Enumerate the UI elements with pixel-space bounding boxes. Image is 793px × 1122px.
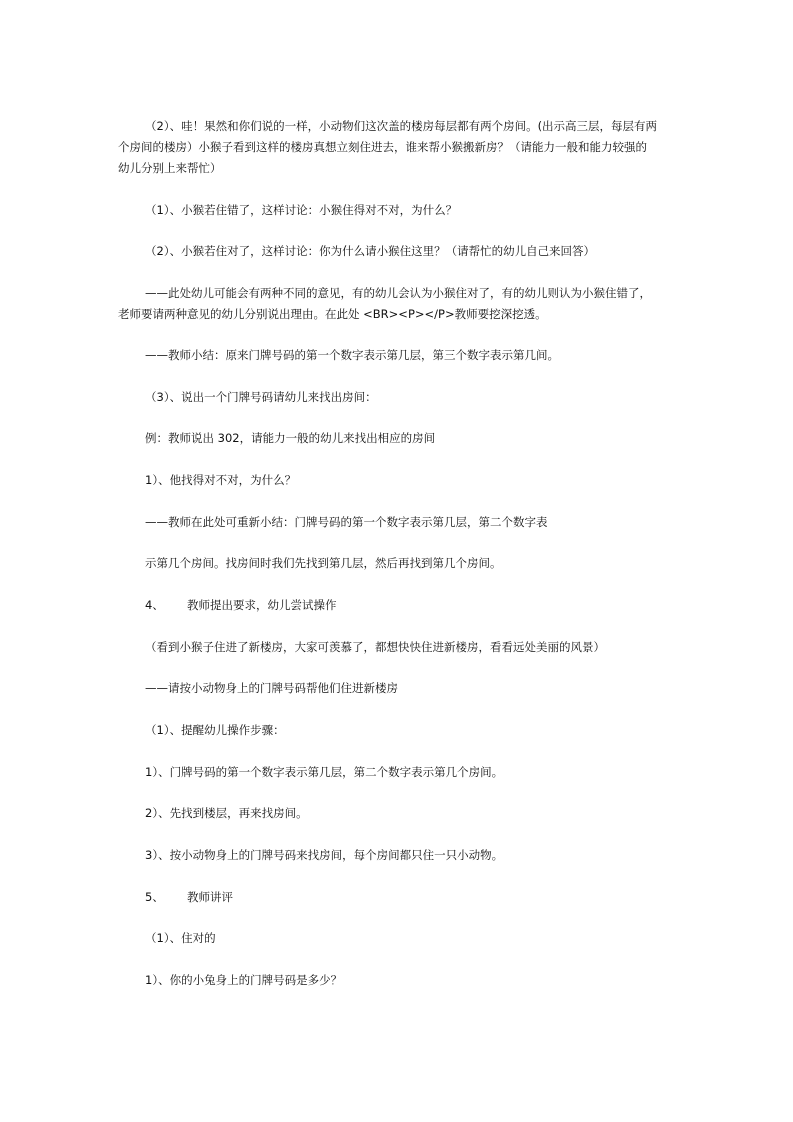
paragraph-rabbit-question: 1）、你的小兔身上的门牌号码是多少？ xyxy=(145,973,343,987)
paragraph-opinions xyxy=(118,283,678,325)
paragraph-intro xyxy=(118,116,678,179)
paragraph-section-4 xyxy=(145,595,675,616)
paragraph-steps-heading: （1）、提醒幼儿操作步骤： xyxy=(145,723,285,737)
paragraph-resummary: ——教师在此处可重新小结：门牌号码的第一个数字表示第几层，第二个数字表 xyxy=(145,515,548,529)
paragraph-step-item-3: 3）、按小动物身上的门牌号码来找房间，每个房间都只住一只小动物。 xyxy=(145,848,504,862)
paragraph-question: 1）、他找得对不对，为什么？ xyxy=(145,473,297,487)
paragraph-correct: （1）、住对的 xyxy=(145,931,216,945)
paragraph-discussion-right: （2）、小猴若住对了，这样讨论：你为什么请小猴住这里？（请帮忙的幼儿自己来回答） xyxy=(145,244,596,258)
paragraph-discussion-wrong: （1）、小猴若住错了，这样讨论：小猴住得对不对，为什么？ xyxy=(145,203,458,217)
paragraph-line: 老师要请两种意见的幼儿分别说出理由。在此处 <BR><P></P>教师要挖深挖透。 xyxy=(118,307,547,321)
paragraph-line: ——此处幼儿可能会有两种不同的意见，有的幼儿会认为小猴住对了，有的幼儿则认为小猴住错了， xyxy=(145,286,651,300)
paragraph-resummary-cont: 示第几个房间。找房间时我们先找到第几层，然后再找到第几个房间。 xyxy=(145,556,502,570)
section-heading: 教师讲评 xyxy=(187,890,233,904)
paragraph-step-item-2: 2）、先找到楼层，再来找房间。 xyxy=(145,806,308,820)
paragraph-step-item-1: 1）、门牌号码的第一个数字表示第几层，第二个数字表示第几个房间。 xyxy=(145,765,504,779)
paragraph-section-5 xyxy=(145,887,675,908)
paragraph-line: 幼儿分别上来帮忙） xyxy=(118,161,222,175)
paragraph-instruction: ——请按小动物身上的门牌号码帮他们住进新楼房 xyxy=(145,681,398,695)
paragraph-summary: ——教师小结：原来门牌号码的第一个数字表示第几层，第三个数字表示第几间。 xyxy=(145,348,559,362)
section-heading: 教师提出要求，幼儿尝试操作 xyxy=(187,598,337,612)
paragraph-line: （2）、哇！果然和你们说的一样，小动物们这次盖的楼房每层都有两个房间。(出示高三层，每层有两 xyxy=(145,119,658,133)
section-number: 5、 xyxy=(145,890,164,904)
paragraph-step-3: （3）、说出一个门牌号码请幼儿来找出房间： xyxy=(145,390,377,404)
section-number: 4、 xyxy=(145,598,164,612)
paragraph-line: 个房间的楼房）小猴子看到这样的楼房真想立刻住进去，谁来帮小猴搬新房？（请能力一般和能力较强的 xyxy=(118,140,647,154)
paragraph-example: 例：教师说出 302，请能力一般的幼儿来找出相应的房间 xyxy=(145,431,436,445)
paragraph-scenario: （看到小猴子住进了新楼房，大家可羡慕了，都想快快住进新楼房，看看远处美丽的风景） xyxy=(145,640,605,654)
